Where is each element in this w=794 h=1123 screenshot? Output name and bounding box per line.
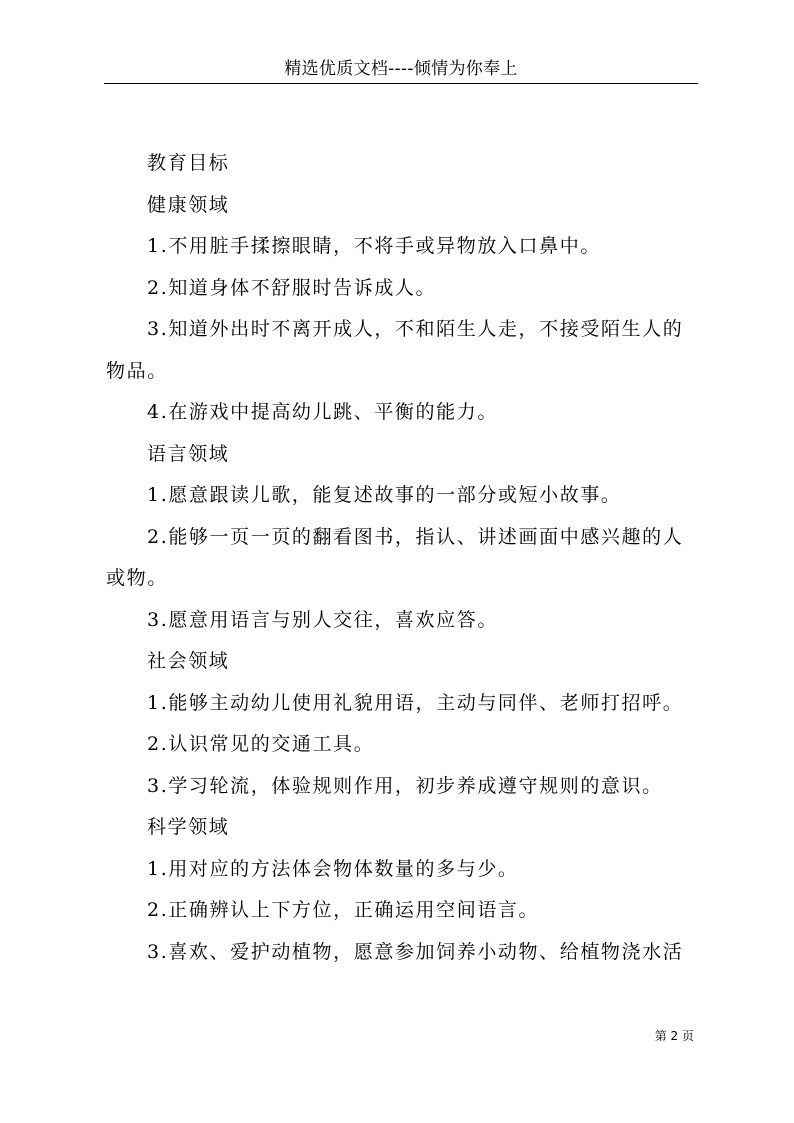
page-number: 第 2 页: [654, 1029, 694, 1043]
header-rule: [104, 83, 698, 84]
text-line: 1.用对应的方法体会物体数量的多与少。: [147, 857, 519, 880]
text-line: 科学领域: [147, 816, 230, 838]
text-line: 1.愿意跟读儿歌，能复述故事的一部分或短小故事。: [147, 484, 622, 506]
text-line: 3.知道外出时不离开成人，不和陌生人走，不接受陌生人的: [147, 318, 684, 340]
text-line: 3.学习轮流，体验规则作用，初步养成遵守规则的意识。: [147, 774, 663, 797]
page-header: 精选优质文档----倾情为你奉上: [284, 59, 518, 79]
text-line: 4.在游戏中提高幼儿跳、平衡的能力。: [147, 401, 498, 423]
text-line: 2.能够一页一页的翻看图书，指认、讲述画面中感兴趣的人: [147, 525, 684, 548]
text-line: 1.不用脏手揉擦眼睛，不将手或异物放入口鼻中。: [147, 235, 601, 257]
text-line: 物品。: [106, 359, 168, 382]
text-line: 健康领域: [147, 193, 230, 216]
text-line: 1.能够主动幼儿使用礼貌用语，主动与同伴、老师打招呼。: [147, 691, 684, 714]
text-line: 3.愿意用语言与别人交往，喜欢应答。: [147, 608, 498, 631]
text-line: 2.知道身体不舒服时告诉成人。: [147, 276, 437, 299]
text-line: 语言领域: [147, 442, 230, 465]
text-line: 2.认识常见的交通工具。: [147, 733, 375, 755]
text-line: 社会领域: [147, 650, 230, 672]
text-line: 或物。: [106, 567, 168, 589]
text-line: 3.喜欢、爱护动植物，愿意参加饲养小动物、给植物浇水活: [147, 940, 684, 963]
text-line: 教育目标: [147, 152, 230, 174]
document-body: [106, 143, 706, 973]
text-line: 2.正确辨认上下方位，正确运用空间语言。: [147, 899, 540, 921]
